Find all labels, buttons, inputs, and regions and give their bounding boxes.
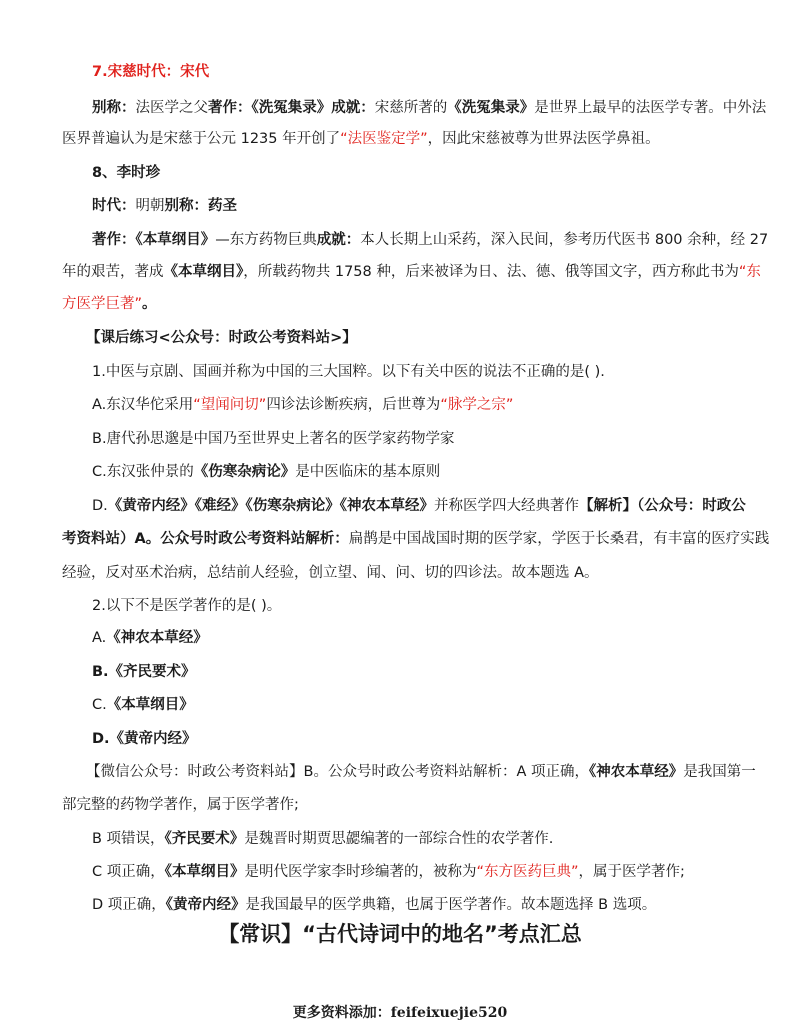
section-8-line-4: 方医学巨著”。: [62, 296, 157, 312]
question-1-option-c: C.东汉张仲景的《伤寒杂病论》是中医临床的基本原则: [92, 464, 441, 480]
question-2-option-c: C.《本草纲目》: [92, 697, 194, 713]
section-title: 【常识】“古代诗词中的地名”考点汇总: [218, 922, 582, 946]
section-8-line-3: 年的艰苦，著成《本草纲目》，所载药物共 1758 种，后来被译为日、法、德、俄等国文字，西方称此书为“东: [62, 264, 761, 280]
section-7-heading: 7.宋慈时代：宋代: [92, 64, 210, 80]
question-2-option-d: D.《黄帝内经》: [92, 731, 197, 747]
question-2-option-a: A.《神农本草经》: [92, 630, 208, 646]
exercise-heading: 【课后练习<公众号：时政公考资料站>】: [86, 330, 357, 346]
answer-line-1: 【微信公众号：时政公考资料站】B。公众号时政公考资料站解析：A 项正确，《神农本草经》是我国第一: [86, 764, 756, 780]
question-2-option-b: B.《齐民要术》: [92, 664, 196, 680]
question-1-option-d: D.《黄帝内经》《难经》《伤寒杂病论》《神农本草经》并称医学四大经典著作【解析】（公众号：时政公: [92, 498, 746, 514]
section-8-heading: 8、李时珍: [92, 165, 161, 181]
question-1-analysis-1: 考资料站）A。公众号时政公考资料站解析：扁鹊是中国战国时期的医学家，学医于长桑君，有丰富的医疗实践: [62, 531, 770, 547]
question-1: 1.中医与京剧、国画并称为中国的三大国粹。以下有关中医的说法不正确的是( ).: [92, 364, 605, 380]
answer-line-5: D 项正确，《黄帝内经》是我国最早的医学典籍，也属于医学著作。故本题选择 B 选项。: [92, 897, 657, 913]
footer-text: 更多资料添加：feifeixuejie520: [292, 1005, 508, 1021]
section-7-line-2: 医界普遍认为是宋慈于公元 1235 年开创了“法医鉴定学”，因此宋慈被尊为世界法医学鼻祖。: [62, 131, 660, 147]
question-1-option-b: B.唐代孙思邈是中国乃至世界史上著名的医学家药物学家: [92, 431, 455, 447]
question-2: 2.以下不是医学著作的是( )。: [92, 598, 282, 614]
section-8-line-1: 时代：明朝别称：药圣: [92, 198, 237, 214]
section-8-line-2: 著作：《本草纲目》—东方药物巨典成就：本人长期上山采药，深入民间，参考历代医书 800 余种，经 27: [92, 232, 769, 248]
question-1-option-a: A.东汉华佗采用“望闻问切”四诊法诊断疾病，后世尊为“脉学之宗”: [92, 397, 514, 413]
answer-line-3: B 项错误，《齐民要术》是魏晋时期贾思勰编著的一部综合性的农学著作.: [92, 831, 554, 847]
question-1-analysis-2: 经验，反对巫术治病，总结前人经验，创立望、闻、问、切的四诊法。故本题选 A。: [62, 565, 599, 581]
section-7-line-1: 别称：法医学之父著作：《洗冤集录》成就：宋慈所著的《洗冤集录》是世界上最早的法医学专著。中外法: [92, 100, 767, 116]
answer-line-4: C 项正确，《本草纲目》是明代医学家李时珍编著的，被称为“东方医药巨典”，属于医学著作;: [92, 864, 685, 880]
answer-line-2: 部完整的药物学著作，属于医学著作;: [62, 797, 299, 813]
